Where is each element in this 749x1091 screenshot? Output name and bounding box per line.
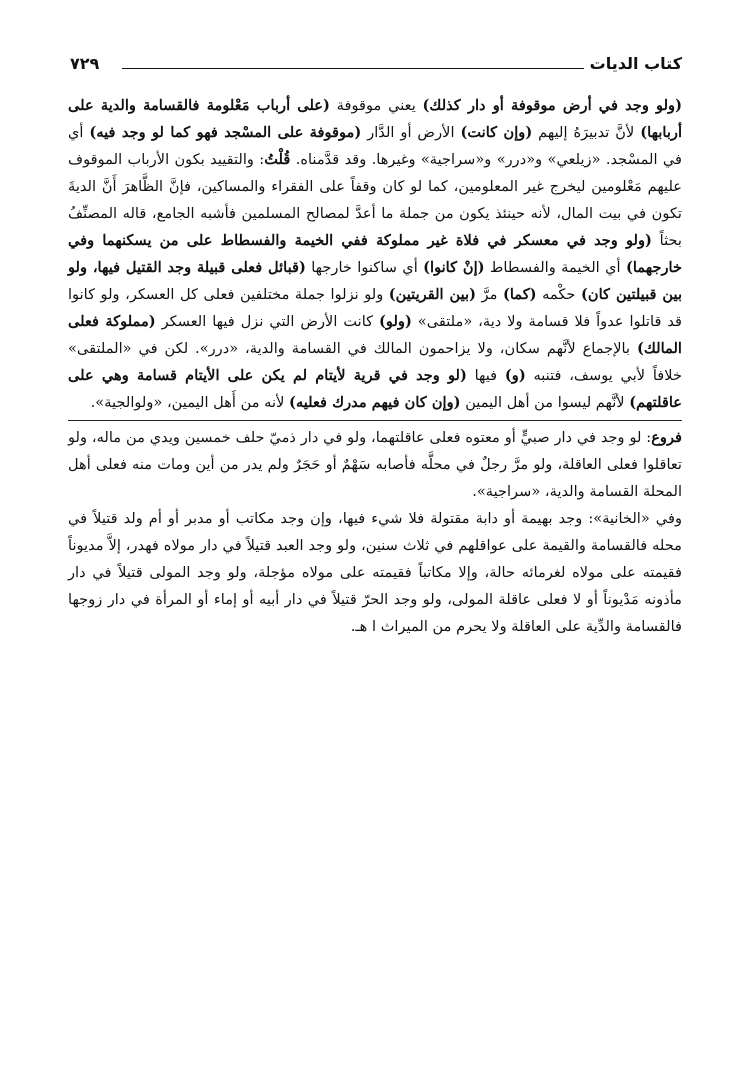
commentary-text: كانت الأرض التي نزل فيها العسكر [155,313,380,330]
section-divider [68,420,682,421]
bold-matn-text: (لو وجد في قرية لأيتام لم يكن على الأيتام قسامة وهي على عاقلتهم) [68,367,682,411]
bold-matn-text: (قبائل فعلى قبيلة وجد القتيل فيها، ولو بين قبيلتين كان) [68,259,682,303]
paragraph-main [68,92,682,416]
commentary-text: : والتقييد بكون الأرباب الموقوف عليهم مَعْلومين ليخرج غير المعلومين، كما لو كان وقفاً على الفقراء والمساكين، فإنَّ الظَّاهرَ أَنَّ الديةَ تكون في بيت المال، لأنه حينئذ يكون من جملة ما أعدَّ لمصالح المسلمين فأشبه الجامع، قاله المصنِّفُ بحثاً [68,151,682,249]
commentary-text: فيها [466,367,505,384]
bold-matn-text: (ولو وجد في معسكر في فلاة غير مملوكة ففي الخيمة والفسطاط على من يسكنهما وفي خارجهما) [68,232,682,276]
commentary-text: أي الخيمة والفسطاط [484,259,626,276]
commentary-text: لأنَّهم ليسوا من أهل اليمين [460,394,630,411]
commentary-text: وفي «الخانية»: وجد بهيمة أو دابة مقتولة فلا شيء فيها، وإن وجد مكاتب أو مدبر أو أم ولد قتيلاً في محله فالقسامة والقيمة على عواقلهم في ثلاث سنين، ولو وجد العبد قتيلاً في دار مولاه فهدر، إلاَّ مديوناً فقيمته على مولاه لغرمائه حالة، وإلا مكاتباً فقيمته على مولاه مؤجلة، ولو وجد المولى قتيلاً في دار مأذونه مَدْيوناً أو لا فعلى عاقلة المولى، ولو وجد الحرّ قتيلاً في دار أبيه أو إماء أو المرأة في دار زوجها فالقسامة والدِّية على العاقلة ولا يحرم من الميراث ا هـ. [68,510,682,635]
page-number: ٧٢٩ [70,54,100,73]
paragraph-khaniya [68,505,682,640]
bold-matn-text: فروع [651,429,682,446]
commentary-text: الأرض أو الدَّار [361,124,461,141]
commentary-text: لأنه من أَهل اليمين، «ولوالجية». [90,394,290,411]
main-text [68,92,682,640]
bold-matn-text: (وإن كانت) [460,124,533,141]
commentary-text: مرَّ [476,286,503,303]
commentary-text: ولو نزلوا جملة مختلفين فعلى كل العسكر، ولو كانوا قد قاتلوا عدواً فلا قسامة ولا دية، «ملتقى» [68,286,682,330]
bold-matn-text: (موقوفة على المسْجد فهو كما لو وجد فيه) [89,124,362,141]
commentary-text: بالإجماع لأنَّهم سكان، ولا يزاحمون المالك في القسامة والدية، «درر». لكن في «الملتقى» خلافاً لأبي يوسف، فتنبه [68,340,682,384]
bold-matn-text: قُلْتُ [264,151,291,168]
bold-matn-text: (ولو) [379,313,412,330]
commentary-text: : لو وجد في دار صبيٍّ أو معتوه فعلى عاقلتهما، ولو في دار ذميّ حلف خمسين ويدي من ماله، ولو تعاقلوا فعلى العاقلة، ولو مرَّ رجلٌ في محلَّه فأصابه سَهْمٌ أو حَجَرٌ ولم يدر من أين ومات منه فعلى أهل المحلة القسامة والدية، «سراجية». [68,429,682,500]
header-rule [122,68,584,69]
bold-matn-text: (على أرباب مَعْلومة فالقسامة والدية على أربابها) [68,97,683,141]
paragraph-furu [68,424,682,505]
bold-matn-text: (و) [504,367,526,384]
page-header [70,54,682,80]
commentary-text: لأنَّ تدبيرَهُ إليهم [532,124,641,141]
bold-matn-text: (ولو وجد في أرض موقوفة أو دار كذلك) [422,97,682,114]
commentary-text: أي ساكنوا خارجها [305,259,424,276]
bold-matn-text: (كما) [502,286,537,303]
bold-matn-text: (وإن كان فيهم مدرك فعليه) [289,394,461,411]
bold-matn-text: (بين القريتين) [388,286,477,303]
commentary-text: حكْمه [536,286,581,303]
commentary-text: يعني موقوفة [329,97,423,114]
commentary-text: أي في المسْجد. «زيلعي» و«درر» و«سراجية» وغيرها. وقد قدَّمناه. [68,124,682,168]
bold-matn-text: (إنْ كانوا) [423,259,485,276]
bold-matn-text: (مملوكة فعلى المالك) [68,313,682,357]
running-title: كتاب الديات [589,54,682,73]
